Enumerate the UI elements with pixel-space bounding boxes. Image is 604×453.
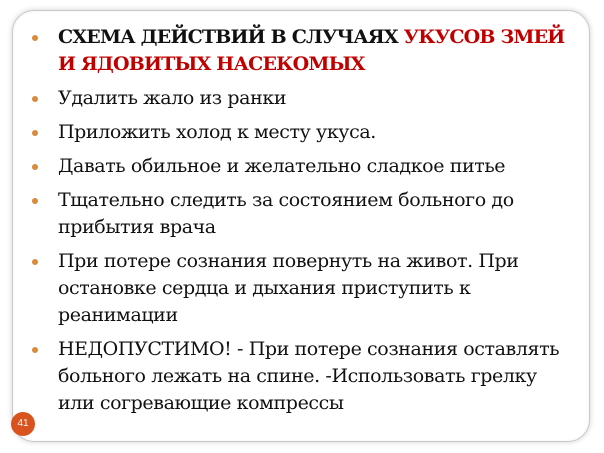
bullet-list: [30, 24, 570, 424]
bullet-dot-icon: [32, 96, 38, 102]
page-number-badge: 41: [11, 412, 35, 436]
bullet-dot-icon: [32, 164, 38, 170]
bullet-dot-icon: [32, 35, 38, 41]
list-item: [30, 85, 570, 112]
heading-bullet: [30, 24, 570, 78]
list-item-text: Приложить холод к месту укуса.: [58, 121, 376, 143]
bullet-dot-icon: [32, 130, 38, 136]
list-item: [30, 248, 570, 329]
list-item-text: При потере сознания повернуть на живот. При остановке сердца и дыхания приступить к реанимации: [58, 250, 519, 326]
list-item: [30, 187, 570, 241]
bullet-dot-icon: [32, 198, 38, 204]
list-item: [30, 153, 570, 180]
list-item-text: Удалить жало из ранки: [58, 87, 287, 109]
bullet-dot-icon: [32, 347, 38, 353]
heading-text-red: УКУСОВ ЗМЕЙ И ЯДОВИТЫХ НАСЕКОМЫХ: [58, 26, 565, 75]
list-item: [30, 336, 570, 417]
list-item: [30, 119, 570, 146]
heading-text-black: СХЕМА ДЕЙСТВИЙ В СЛУЧАЯХ: [58, 26, 404, 48]
bullet-dot-icon: [32, 259, 38, 265]
list-item-text: Тщательно следить за состоянием больного до прибытия врача: [58, 189, 514, 238]
list-item-text: НЕДОПУСТИМО! - При потере сознания оставлять больного лежать на спине. -Использовать грелку или согревающие компрессы: [58, 338, 560, 414]
list-item-text: Давать обильное и желательно сладкое питье: [58, 155, 506, 177]
